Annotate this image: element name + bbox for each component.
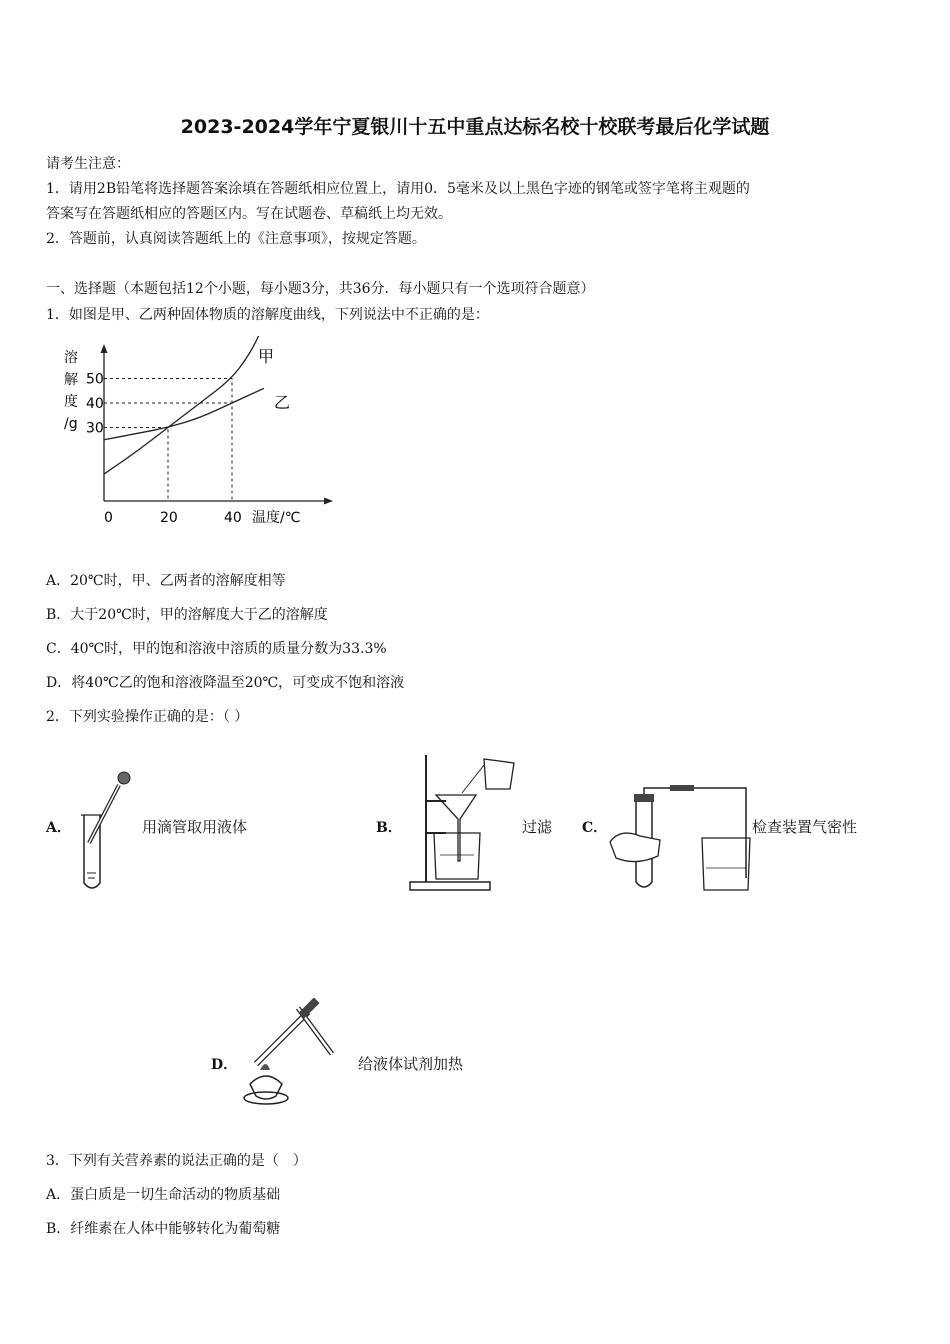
y-label-char: /g [64,416,78,432]
notice-heading: 请考生注意： [46,156,130,172]
q2-option-a-label: A． [46,820,71,836]
y-axis-arrow [101,344,108,353]
q1-option-a: A．20℃时，甲、乙两者的溶解度相等 [46,573,286,589]
q1-option-d: D．将40℃乙的饱和溶液降温至20℃，可变成不饱和溶液 [46,675,405,691]
x-tick-label: 20 [160,510,178,526]
x-tick-label: 0 [104,510,113,526]
notice-line-2: 2．答题前，认真阅读答题纸上的《注意事项》，按规定答题。 [46,231,426,247]
q2-option-d-label: D． [211,1057,238,1073]
q2-option-a-text: 用滴管取用液体 [142,818,248,836]
q2-option-c-label: C． [582,820,608,836]
x-axis-label: 温度/℃ [252,510,301,526]
filtration-illustration [406,745,526,895]
airtightness-illustration [606,782,756,894]
series-jia-curve [104,336,264,474]
y-tick-label: 50 [86,371,104,388]
q2-option-b-text: 过滤 [522,818,553,836]
q2-option-b-label: B． [376,820,402,836]
y-tick-label: 40 [86,396,104,412]
y-label-char: 度 [64,394,78,410]
x-tick-label: 40 [224,510,242,526]
dropper-test-tube-illustration [74,765,140,897]
series-yi-curve [104,388,264,439]
y-tick-label: 30 [86,420,104,437]
x-axis-arrow [324,498,333,505]
solubility-chart [56,336,356,536]
guide-40c-jia [104,379,232,502]
q2-option-d-text: 给液体试剂加热 [358,1055,464,1073]
heating-illustration [236,998,360,1110]
q3-option-a: A．蛋白质是一切生命活动的物质基础 [46,1187,281,1203]
question-2-stem: 2．下列实验操作正确的是：（ ） [46,709,249,725]
q2-option-c-text: 检查装置气密性 [752,818,858,836]
series-yi-label: 乙 [274,393,291,412]
question-1-stem: 1．如图是甲、乙两种固体物质的溶解度曲线，下列说法中不正确的是： [46,307,489,323]
y-label-char: 溶 [64,350,78,366]
notice-line-1a: 1．请用2B铅笔将选择题答案涂填在答题纸相应位置上，请用0．5毫米及以上黑色字迹的钢笔或签字笔将主观题的 [46,181,750,197]
y-label-char: 解 [64,372,78,388]
section-heading: 一、选择题（本题包括12个小题，每小题3分，共36分．每小题只有一个选项符合题意） [46,281,595,297]
q1-option-c: C．40℃时，甲的饱和溶液中溶质的质量分数为33.3% [46,641,387,657]
q3-option-b: B．纤维素在人体中能够转化为葡萄糖 [46,1221,281,1237]
axis-ticks [86,372,242,527]
guide-lines [104,379,232,502]
series-jia-label: 甲 [258,347,275,366]
q1-option-b: B．大于20℃时，甲的溶解度大于乙的溶解度 [46,607,328,623]
page-title: 2023-2024学年宁夏银川十五中重点达标名校十校联考最后化学试题 [180,116,770,138]
question-3-stem: 3．下列有关营养素的说法正确的是（ ） [46,1153,307,1169]
notice-line-1b: 答案写在答题纸相应的答题区内。写在试题卷、草稿纸上均无效。 [46,206,452,222]
y-axis-label [64,349,78,432]
